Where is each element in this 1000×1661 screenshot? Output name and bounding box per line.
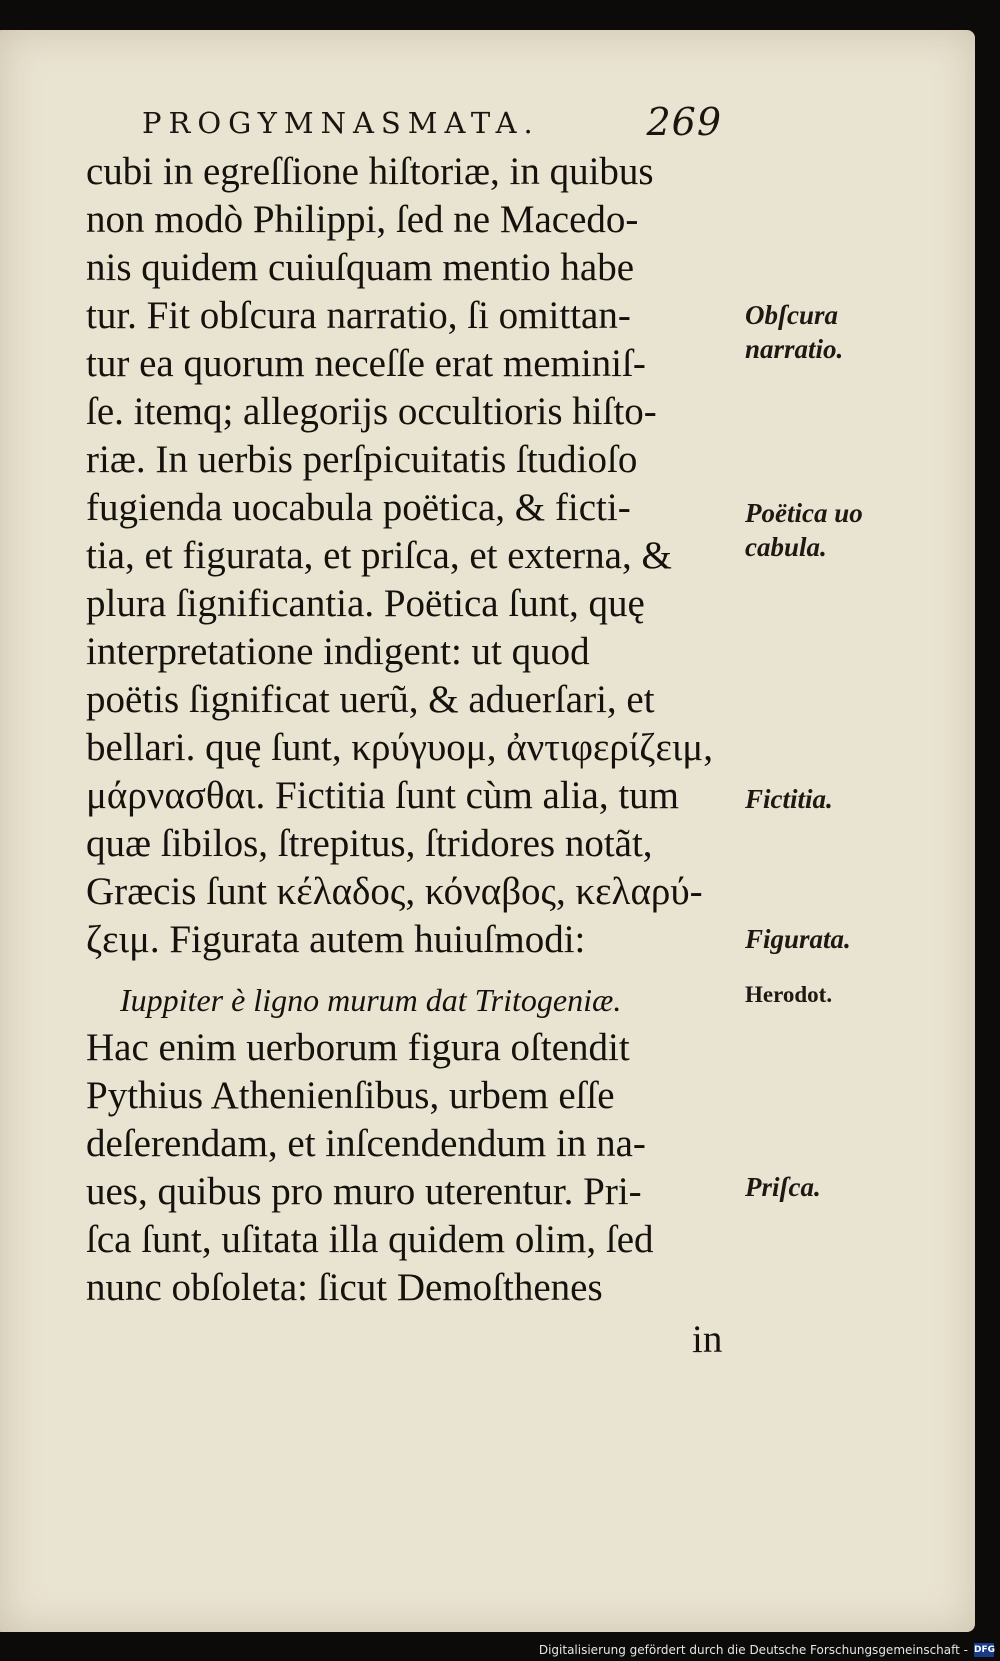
text-line: tia, et figurata, et priſca, et externa, & xyxy=(86,534,672,577)
catchword: in xyxy=(692,1318,723,1361)
text-line: ſca ſunt, uſitata illa quidem olim, ſed xyxy=(86,1218,654,1261)
text-line: Pythius Athenienſibus, urbem eſſe xyxy=(86,1074,615,1117)
margin-note-fictitia: Fictitia. xyxy=(745,784,833,814)
text-line: bellari. quę ſunt, κρύγυομ, ἀντιφερίζειμ, xyxy=(86,726,713,769)
text-line: non modò Philippi, ſed ne Macedo- xyxy=(86,198,639,241)
text-line: plura ſignificantia. Poëtica ſunt, quę xyxy=(86,582,645,625)
page-number: 269 xyxy=(646,100,722,144)
running-header xyxy=(142,100,722,150)
text-line: riæ. In uerbis perſpicuitatis ſtudioſo xyxy=(86,438,638,481)
text-line: fugienda uocabula poëtica, & ficti- xyxy=(86,486,631,529)
margin-note-line: Obſcura xyxy=(745,300,838,330)
dfg-logo: DFG xyxy=(974,1645,996,1655)
text-line: cubi in egreſſione hiſtoriæ, in quibus xyxy=(86,150,654,193)
text-line: Græcis ſunt κέλαδος, κόναβος, κελαρύ- xyxy=(86,870,703,913)
text-line: quæ ſibilos, ſtrepitus, ſtridores notãt, xyxy=(86,822,653,865)
running-title: PROGYMNASMATA. xyxy=(142,106,540,140)
margin-note-poetica xyxy=(745,496,863,564)
margin-note-prisca: Priſca. xyxy=(745,1172,821,1202)
margin-note-obscura xyxy=(745,298,843,366)
text-line: nunc obſoleta: ſicut Demoſthenes xyxy=(86,1266,603,1309)
text-line: tur ea quorum neceſſe erat meminiſ- xyxy=(86,342,646,385)
text-line: μάρνασθαι. Fictitia ſunt cùm alia, tum xyxy=(86,774,680,817)
text-line: ues, quibus pro muro uterentur. Pri- xyxy=(86,1170,642,1213)
verse-quotation: Iuppiter è ligno murum dat Tritogeniæ. xyxy=(120,982,622,1018)
text-line: poëtis ſignificat uerũ, & aduerſari, et xyxy=(86,678,655,721)
text-line: deſerendam, et inſcendendum in na- xyxy=(86,1122,646,1165)
text-line: interpretatione indigent: ut quod xyxy=(86,630,590,673)
margin-note-line: narratio. xyxy=(745,334,844,364)
margin-note-line: Poëtica uo xyxy=(745,498,863,528)
footer-credit: Digitalisierung gefördert durch die Deutsche Forschungsgemeinschaft - xyxy=(538,1643,968,1657)
text-line: ſe. itemq; allegorijs occultioris hiſto- xyxy=(86,390,657,433)
margin-note-line: cabula. xyxy=(745,532,827,562)
margin-note-figurata: Figurata. xyxy=(745,924,851,954)
text-line: nis quidem cuiuſquam mentio habe xyxy=(86,246,635,289)
text-line: ζειμ. Figurata autem huiuſmodi: xyxy=(86,918,586,961)
text-line: Hac enim uerborum figura oſtendit xyxy=(86,1026,630,1069)
margin-note-herodot: Herodot. xyxy=(745,982,833,1007)
text-line: tur. Fit obſcura narratio, ſi omittan- xyxy=(86,294,631,337)
